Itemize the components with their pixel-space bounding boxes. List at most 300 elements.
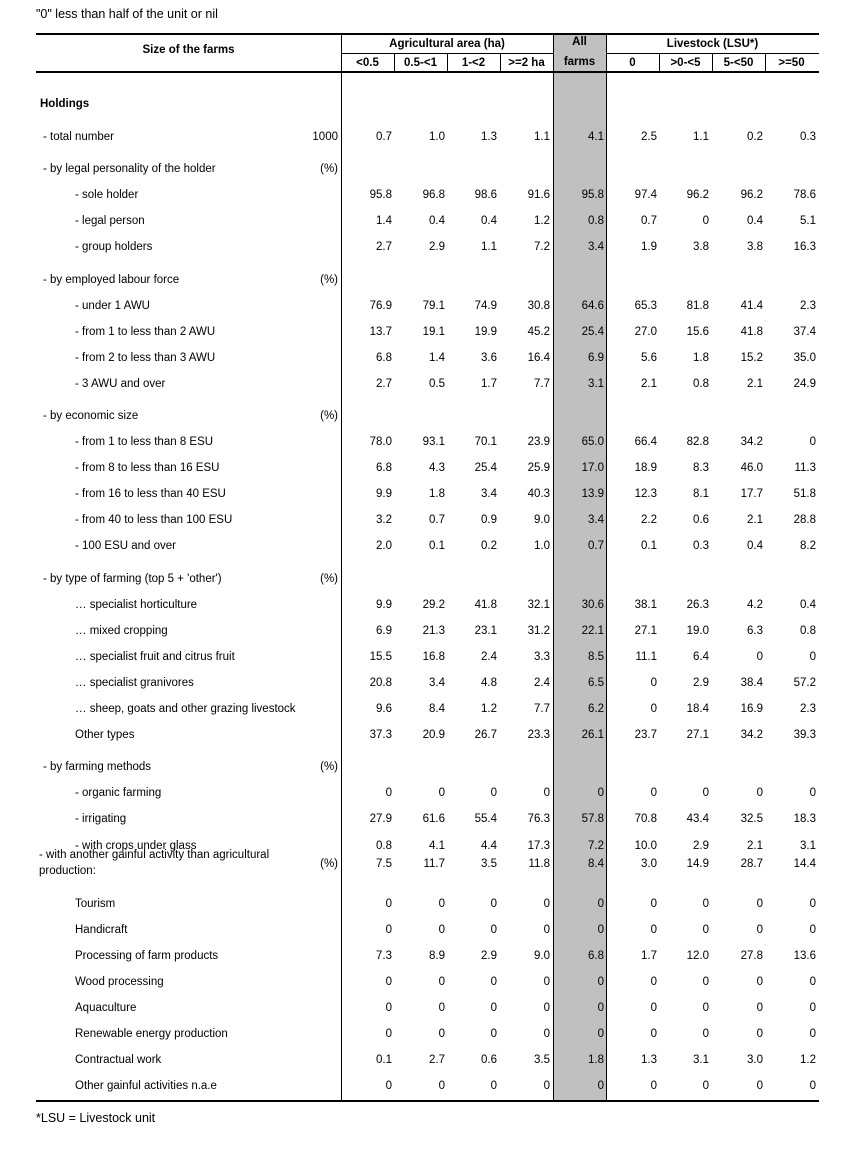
row-value: 78.0 [369,436,392,448]
row-value: 0 [650,924,657,936]
row-value: 0 [385,898,392,910]
row-label: - total number [43,131,114,143]
row-value: 12.3 [634,488,657,500]
row-value: 57.8 [581,813,604,825]
row-value: 64.6 [581,300,604,312]
row-value: 9.9 [376,488,392,500]
table-row [0,922,861,938]
row-value: 0 [702,787,709,799]
row-value: 13.6 [793,950,816,962]
row-value: 0 [438,1080,445,1092]
row-label: Aquaculture [75,1002,137,1014]
row-value: 0.4 [481,215,497,227]
row-value: 0 [438,898,445,910]
row-value: 95.8 [369,189,392,201]
row-value: 0 [650,703,657,715]
row-value: 0 [385,924,392,936]
row-value: 0 [809,436,816,448]
row-value: 1.1 [534,131,550,143]
col-header-1-lt-2: 1-<2 [461,57,486,69]
row-value: 0 [543,924,550,936]
row-value: 8.2 [800,540,816,552]
table-row [0,350,861,366]
row-value: 10.0 [634,840,657,852]
row-value: 19.0 [686,625,709,637]
row-value: 0 [756,898,763,910]
row-label: - with another gainful activity than agricultural production: [39,849,270,877]
row-value: 3.3 [534,651,550,663]
row-value: 25.4 [581,326,604,338]
row-value: 31.2 [527,625,550,637]
row-label: … mixed cropping [75,625,168,637]
row-value: 4.3 [429,462,445,474]
row-value: 2.0 [376,540,392,552]
row-value: 32.5 [740,813,763,825]
row-value: 0 [597,787,604,799]
row-value: 0 [650,1080,657,1092]
row-value: 6.4 [693,651,709,663]
row-value: 0 [650,1002,657,1014]
row-value: 28.7 [740,858,763,870]
row-value: 0 [490,1002,497,1014]
row-value: 6.9 [588,352,604,364]
row-label: … specialist granivores [75,677,194,689]
row-value: 22.1 [581,625,604,637]
row-value: 1.0 [429,131,445,143]
row-value: 0 [702,976,709,988]
table-row [0,675,861,691]
row-value: 0 [809,1002,816,1014]
row-value: 0 [702,1080,709,1092]
row-value: 0 [385,787,392,799]
row-value: 91.6 [527,189,550,201]
row-value: 7.7 [534,703,550,715]
row-value: 24.9 [793,378,816,390]
row-value: 25.4 [474,462,497,474]
row-value: 6.5 [588,677,604,689]
row-value: 82.8 [686,436,709,448]
row-value: 2.3 [800,300,816,312]
row-value: 0 [490,1028,497,1040]
row-value: 0 [756,787,763,799]
footnote-lsu: *LSU = Livestock unit [36,1111,156,1125]
row-value: 21.3 [422,625,445,637]
row-value: 4.1 [588,131,604,143]
row-value: 96.8 [422,189,445,201]
table-row [0,1078,861,1094]
row-value: 78.6 [793,189,816,201]
row-value: 38.4 [740,677,763,689]
row-value: 3.4 [588,514,604,526]
row-value: 13.9 [581,488,604,500]
row-value: 3.4 [588,241,604,253]
row-label: Other types [75,729,135,741]
row-value: 0 [756,976,763,988]
row-value: 27.8 [740,950,763,962]
size-of-farms-header: Size of the farms [142,44,235,56]
row-value: 38.1 [634,599,657,611]
table-row [0,486,861,502]
row-value: 0 [597,1002,604,1014]
row-value: 5.1 [800,215,816,227]
livestock-header: Livestock (LSU*) [666,38,759,50]
row-value: 30.8 [527,300,550,312]
row-value: 0.4 [429,215,445,227]
row-value: 18.9 [634,462,657,474]
row-value: 3.1 [693,1054,709,1066]
row-value: 2.7 [376,241,392,253]
row-value: 41.8 [474,599,497,611]
row-value: 0 [597,924,604,936]
row-value: 23.1 [474,625,497,637]
table-row [0,460,861,476]
row-value: 19.1 [422,326,445,338]
table-row [0,512,861,528]
table-row [0,849,861,877]
row-value: 8.1 [693,488,709,500]
row-value: 0.9 [481,514,497,526]
row-value: 0 [438,924,445,936]
row-label: - with crops under glass [75,840,197,852]
row-value: 3.0 [641,858,657,870]
row-value: 46.0 [740,462,763,474]
row-value: 0.8 [588,215,604,227]
row-value: 41.8 [740,326,763,338]
table-top-rule [36,33,819,35]
row-value: 18.4 [686,703,709,715]
row-value: 6.3 [747,625,763,637]
row-value: 0.2 [481,540,497,552]
row-label: - from 40 to less than 100 ESU [75,514,233,526]
row-value: 14.9 [686,858,709,870]
row-value: 18.3 [793,813,816,825]
row-value: 3.6 [481,352,497,364]
table-row [0,701,861,717]
all-farms-header-line1: All [572,36,587,48]
table-row [0,727,861,743]
table-row [0,376,861,392]
row-value: 8.3 [693,462,709,474]
row-value: 16.3 [793,241,816,253]
row-unit: (%) [320,761,338,773]
row-value: 2.3 [800,703,816,715]
row-value: 74.9 [474,300,497,312]
row-value: 0 [650,976,657,988]
table-row [0,948,861,964]
row-value: 17.3 [527,840,550,852]
row-value: 0.7 [641,215,657,227]
row-value: 9.0 [534,950,550,962]
row-value: 0.7 [376,131,392,143]
row-value: 65.0 [581,436,604,448]
row-value: 0.8 [800,625,816,637]
table-row [0,759,861,775]
row-label: - from 2 to less than 3 AWU [75,352,216,364]
row-value: 2.9 [481,950,497,962]
row-value: 40.3 [527,488,550,500]
note-zero-meaning: "0" less than half of the unit or nil [36,7,218,21]
table-row [0,272,861,288]
row-value: 0.8 [693,378,709,390]
row-value: 0 [543,1080,550,1092]
row-value: 0 [809,898,816,910]
row-value: 28.8 [793,514,816,526]
row-value: 97.4 [634,189,657,201]
row-value: 2.1 [747,840,763,852]
row-value: 95.8 [581,189,604,201]
row-value: 14.4 [793,858,816,870]
row-label: Processing of farm products [75,950,219,962]
row-label: - legal person [75,215,145,227]
row-value: 3.8 [747,241,763,253]
row-value: 8.9 [429,950,445,962]
row-value: 0 [438,1028,445,1040]
row-label: - sole holder [75,189,139,201]
row-value: 0 [490,976,497,988]
row-value: 96.2 [740,189,763,201]
row-unit: 1000 [312,131,338,143]
row-value: 0 [543,787,550,799]
row-value: 0 [809,976,816,988]
row-value: 0 [809,651,816,663]
row-label: - from 1 to less than 8 ESU [75,436,214,448]
row-label: - by type of farming (top 5 + 'other') [43,573,222,585]
row-value: 4.4 [481,840,497,852]
row-label: - by employed labour force [43,274,180,286]
row-value: 7.7 [534,378,550,390]
row-value: 16.8 [422,651,445,663]
row-value: 0.3 [693,540,709,552]
row-value: 0.2 [747,131,763,143]
row-value: 76.9 [369,300,392,312]
row-value: 98.6 [474,189,497,201]
table-row [0,129,861,145]
table-row [0,213,861,229]
row-value: 16.4 [527,352,550,364]
row-value: 0 [756,1080,763,1092]
row-value: 23.7 [634,729,657,741]
row-value: 0.8 [376,840,392,852]
table-row [0,974,861,990]
table-row [0,896,861,912]
row-value: 4.8 [481,677,497,689]
row-value: 37.4 [793,326,816,338]
row-value: 17.7 [740,488,763,500]
table-row [0,597,861,613]
row-value: 0.7 [588,540,604,552]
row-value: 12.0 [686,950,709,962]
row-value: 20.8 [369,677,392,689]
row-value: 0 [756,924,763,936]
row-value: 1.4 [376,215,392,227]
row-value: 2.1 [641,378,657,390]
row-unit: (%) [320,858,338,870]
row-value: 3.5 [534,1054,550,1066]
agricultural-area-header: Agricultural area (ha) [389,38,505,50]
row-value: 3.1 [800,840,816,852]
row-value: 1.0 [534,540,550,552]
row-value: 3.8 [693,241,709,253]
row-value: 0 [438,1002,445,1014]
row-value: 0 [809,1080,816,1092]
row-value: 9.9 [376,599,392,611]
row-value: 11.3 [794,462,816,474]
row-value: 0 [597,1028,604,1040]
row-value: 2.9 [693,840,709,852]
row-value: 15.6 [686,326,709,338]
row-value: 1.8 [429,488,445,500]
row-value: 65.3 [634,300,657,312]
row-value: 26.7 [474,729,497,741]
row-value: 11.1 [635,651,657,663]
row-value: 7.2 [534,241,550,253]
row-value: 41.4 [740,300,763,312]
col-header-0-5-lt-1: 0.5-<1 [404,57,437,69]
row-value: 9.0 [534,514,550,526]
row-label: … specialist fruit and citrus fruit [75,651,235,663]
row-value: 27.0 [634,326,657,338]
row-value: 25.9 [527,462,550,474]
row-value: 27.1 [634,625,657,637]
row-value: 0 [650,677,657,689]
row-value: 51.8 [793,488,816,500]
row-label: - from 16 to less than 40 ESU [75,488,226,500]
row-value: 61.6 [422,813,445,825]
row-unit: (%) [320,163,338,175]
row-value: 29.2 [422,599,445,611]
row-value: 0 [809,787,816,799]
row-value: 0 [702,898,709,910]
row-value: 0 [438,976,445,988]
col-header-lsu-5-lt-50: 5-<50 [723,57,754,69]
row-label: - by legal personality of the holder [43,163,216,175]
row-value: 6.8 [376,352,392,364]
row-value: 0 [702,1002,709,1014]
row-value: 79.1 [422,300,445,312]
row-value: 0 [543,976,550,988]
row-value: 5.6 [641,352,657,364]
row-value: 55.4 [474,813,497,825]
row-label: - organic farming [75,787,162,799]
row-value: 3.2 [376,514,392,526]
col-header-ge-2-ha: >=2 ha [508,57,545,69]
row-value: 1.3 [481,131,497,143]
row-label: … specialist horticulture [75,599,198,611]
row-value: 76.3 [527,813,550,825]
row-value: 15.2 [740,352,763,364]
row-value: 0 [809,1028,816,1040]
table-row [0,187,861,203]
row-label: - irrigating [75,813,127,825]
row-value: 0 [650,787,657,799]
table-row [0,408,861,424]
row-value: 1.7 [481,378,497,390]
row-value: 43.4 [686,813,709,825]
row-value: 1.2 [534,215,550,227]
row-value: 13.7 [369,326,392,338]
row-value: 3.1 [588,378,604,390]
row-label: - 100 ESU and over [75,540,177,552]
row-value: 2.7 [429,1054,445,1066]
row-label: Wood processing [75,976,164,988]
row-value: 37.3 [369,729,392,741]
row-value: 34.2 [740,436,763,448]
row-label: - from 1 to less than 2 AWU [75,326,216,338]
col-header-lt-0-5: <0.5 [356,57,379,69]
row-value: 0 [385,976,392,988]
row-value: 0 [650,898,657,910]
row-unit: (%) [320,274,338,286]
row-value: 27.9 [369,813,392,825]
row-value: 26.3 [686,599,709,611]
row-label: - group holders [75,241,153,253]
row-value: 27.1 [686,729,709,741]
table-row [0,623,861,639]
table-row [0,785,861,801]
row-value: 0 [756,1002,763,1014]
row-label: Holdings [40,98,90,110]
row-value: 20.9 [422,729,445,741]
table-row [0,298,861,314]
row-value: 1.7 [641,950,657,962]
row-value: 30.6 [581,599,604,611]
row-value: 0 [490,898,497,910]
header-bottom-rule [36,71,819,73]
row-value: 8.5 [588,651,604,663]
row-value: 0.6 [481,1054,497,1066]
row-value: 3.4 [481,488,497,500]
row-value: 2.1 [747,514,763,526]
row-value: 4.1 [429,840,445,852]
row-value: 6.8 [376,462,392,474]
row-value: 0 [490,1080,497,1092]
row-value: 0 [543,1028,550,1040]
row-value: 0.4 [747,215,763,227]
col-header-lsu-0: 0 [629,57,636,69]
row-value: 9.6 [376,703,392,715]
row-value: 0 [543,1002,550,1014]
row-value: 0 [597,898,604,910]
row-value: 19.9 [474,326,497,338]
row-value: 0 [756,651,763,663]
row-label: Other gainful activities n.a.e [75,1080,217,1092]
row-value: 8.4 [588,858,604,870]
row-value: 2.2 [641,514,657,526]
row-value: 0.1 [641,540,657,552]
row-value: 39.3 [793,729,816,741]
table-row [0,239,861,255]
row-value: 0.7 [429,514,445,526]
row-value: 2.4 [481,651,497,663]
row-value: 15.5 [369,651,392,663]
row-value: 7.2 [588,840,604,852]
row-value: 7.3 [376,950,392,962]
row-value: 3.4 [429,677,445,689]
row-value: 4.2 [747,599,763,611]
row-value: 1.8 [693,352,709,364]
row-value: 2.4 [534,677,550,689]
row-value: 0 [490,787,497,799]
table-row [0,538,861,554]
row-value: 0 [490,924,497,936]
row-value: 0 [438,787,445,799]
table-row [0,324,861,340]
row-label: Renewable energy production [75,1028,228,1040]
row-value: 45.2 [527,326,550,338]
row-value: 0 [385,1028,392,1040]
table-row [0,1000,861,1016]
table-row [0,434,861,450]
